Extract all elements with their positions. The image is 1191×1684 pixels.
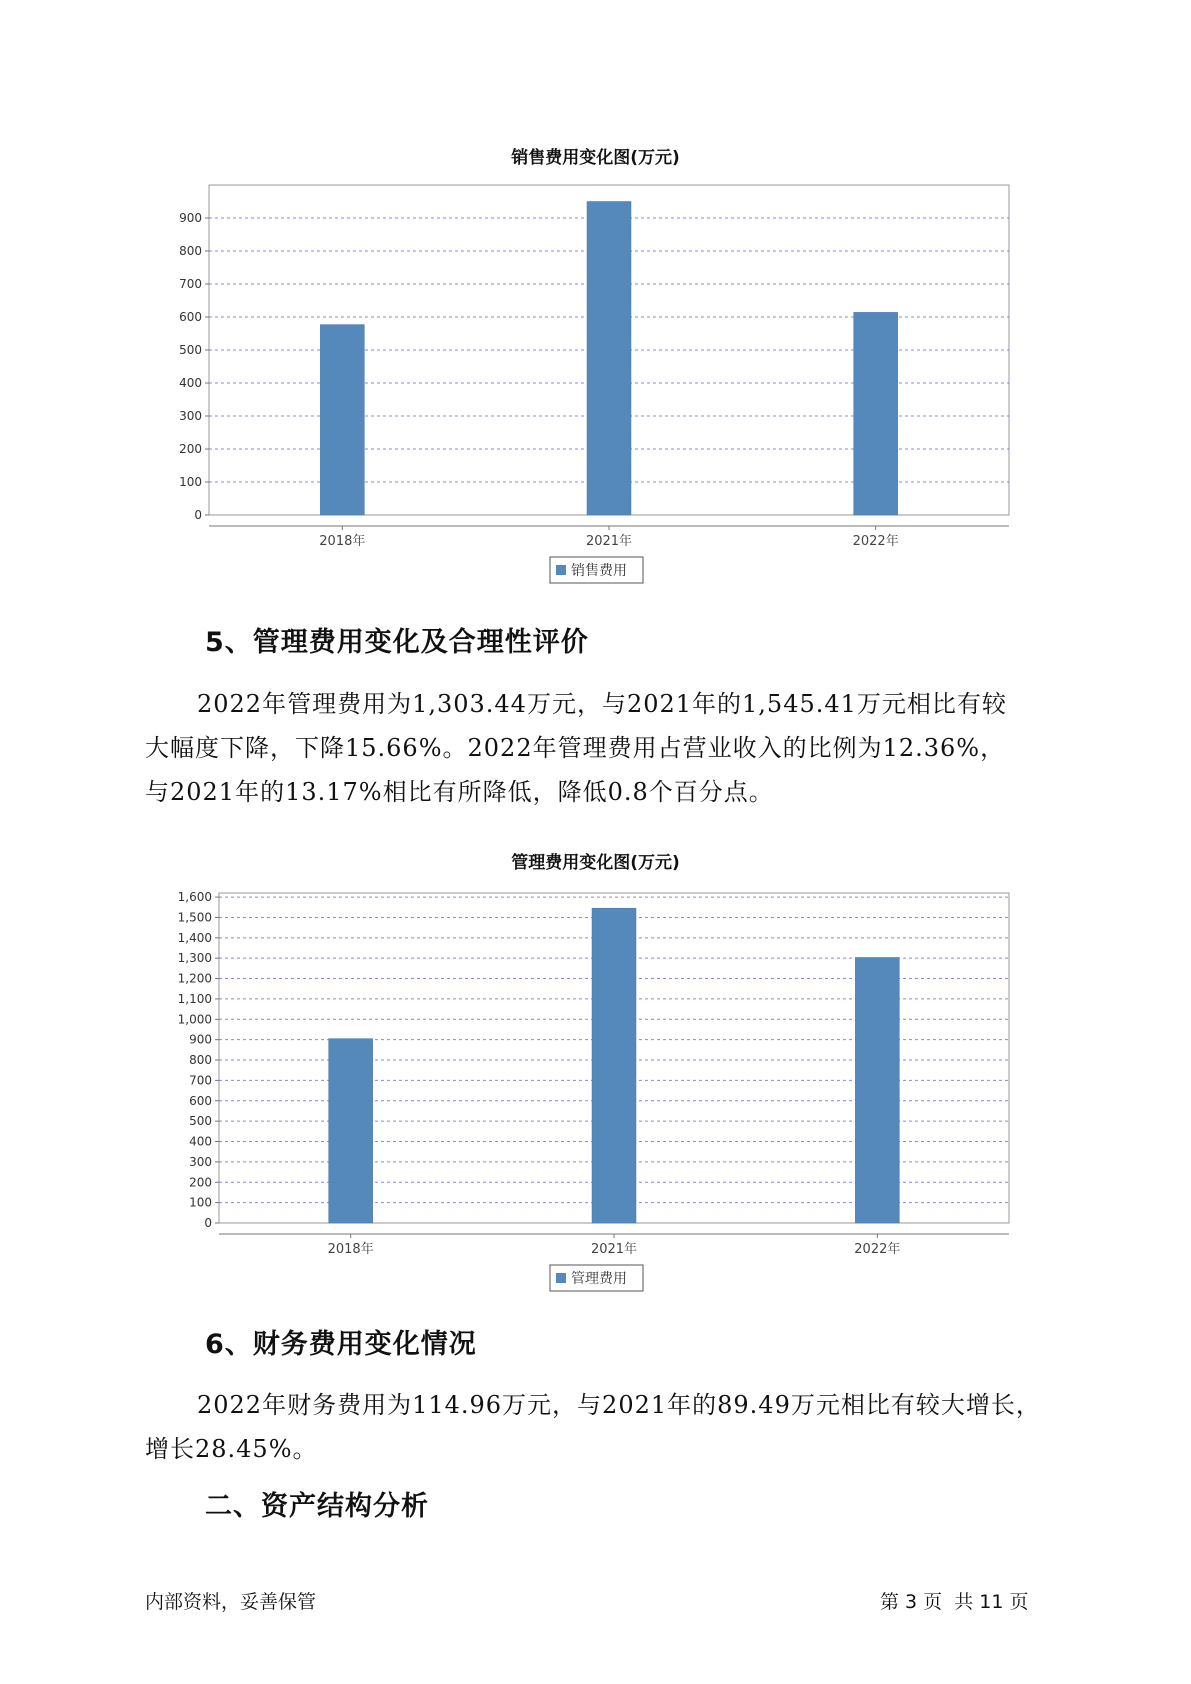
admin-expense-chart — [0, 875, 1191, 1295]
y-tick-label: 1,600 — [177, 890, 212, 905]
bar — [592, 908, 636, 1223]
x-tick-label: 2021年 — [590, 1242, 638, 1257]
y-tick-label: 300 — [189, 1154, 212, 1169]
section-5-line-3: 与2021年的13.17%相比有所降低，降低0.8个百分点。 — [145, 778, 774, 806]
y-tick-label: 500 — [179, 343, 202, 357]
legend-label: 管理费用 — [571, 1271, 627, 1287]
y-tick-label: 600 — [179, 310, 202, 324]
y-tick-label: 100 — [189, 1195, 212, 1210]
y-tick-label: 1,200 — [177, 971, 212, 986]
y-tick-label: 700 — [189, 1073, 212, 1088]
y-tick-label: 900 — [179, 211, 202, 225]
bar — [587, 202, 631, 516]
y-tick-label: 1,400 — [177, 930, 212, 945]
x-tick-label: 2018年 — [319, 534, 366, 549]
y-tick-label: 300 — [179, 409, 202, 423]
section-6-line-2: 增长28.45%。 — [145, 1435, 318, 1463]
y-tick-label: 1,000 — [177, 1012, 212, 1027]
bar — [329, 1039, 373, 1223]
legend-swatch — [556, 1273, 566, 1283]
y-tick-label: 700 — [179, 277, 202, 291]
section-5-heading: 5、管理费用变化及合理性评价 — [205, 627, 589, 658]
x-tick-label: 2022年 — [854, 1242, 901, 1257]
y-tick-label: 600 — [189, 1093, 212, 1108]
x-tick-label: 2022年 — [852, 534, 899, 549]
section-5-paragraph — [145, 682, 1065, 814]
y-tick-label: 200 — [189, 1175, 212, 1190]
legend-label: 销售费用 — [571, 563, 627, 579]
y-tick-label: 500 — [189, 1114, 212, 1129]
section-two-heading: 二、资产结构分析 — [205, 1491, 429, 1522]
y-tick-label: 200 — [179, 442, 202, 456]
sales-expense-chart — [0, 170, 1191, 590]
bar — [854, 312, 898, 515]
y-tick-label: 1,300 — [177, 951, 212, 966]
section-6-line-1: 2022年财务费用为114.96万元，与2021年的89.49万元相比有较大增长， — [197, 1391, 1041, 1419]
y-tick-label: 800 — [179, 244, 202, 258]
sales-expense-chart-title: 销售费用变化图(万元) — [511, 148, 680, 168]
y-tick-label: 400 — [179, 376, 202, 390]
footer-page-number: 第 3 页 共 11 页 — [880, 1591, 1029, 1613]
section-6-paragraph — [145, 1383, 1065, 1471]
y-tick-label: 900 — [189, 1032, 212, 1047]
y-tick-label: 400 — [189, 1134, 212, 1149]
y-tick-label: 800 — [189, 1053, 212, 1068]
x-tick-label: 2021年 — [585, 534, 633, 549]
bar — [855, 957, 899, 1223]
section-5-line-2: 大幅度下降，下降15.66%。2022年管理费用占营业收入的比例为12.36%， — [145, 734, 1006, 762]
x-tick-label: 2018年 — [327, 1242, 374, 1257]
section-6-heading: 6、财务费用变化情况 — [205, 1329, 477, 1360]
y-tick-label: 1,500 — [177, 910, 212, 925]
y-tick-label: 0 — [204, 1216, 212, 1230]
y-tick-label: 0 — [194, 508, 202, 522]
bar — [320, 325, 364, 515]
y-tick-label: 1,100 — [177, 991, 212, 1006]
y-tick-label: 100 — [179, 475, 202, 489]
footer-confidential-note: 内部资料，妥善保管 — [145, 1591, 317, 1613]
admin-expense-chart-title: 管理费用变化图(万元) — [511, 853, 680, 873]
legend-swatch — [556, 565, 566, 575]
section-5-line-1: 2022年管理费用为1,303.44万元，与2021年的1,545.41万元相比有较 — [197, 690, 1007, 718]
